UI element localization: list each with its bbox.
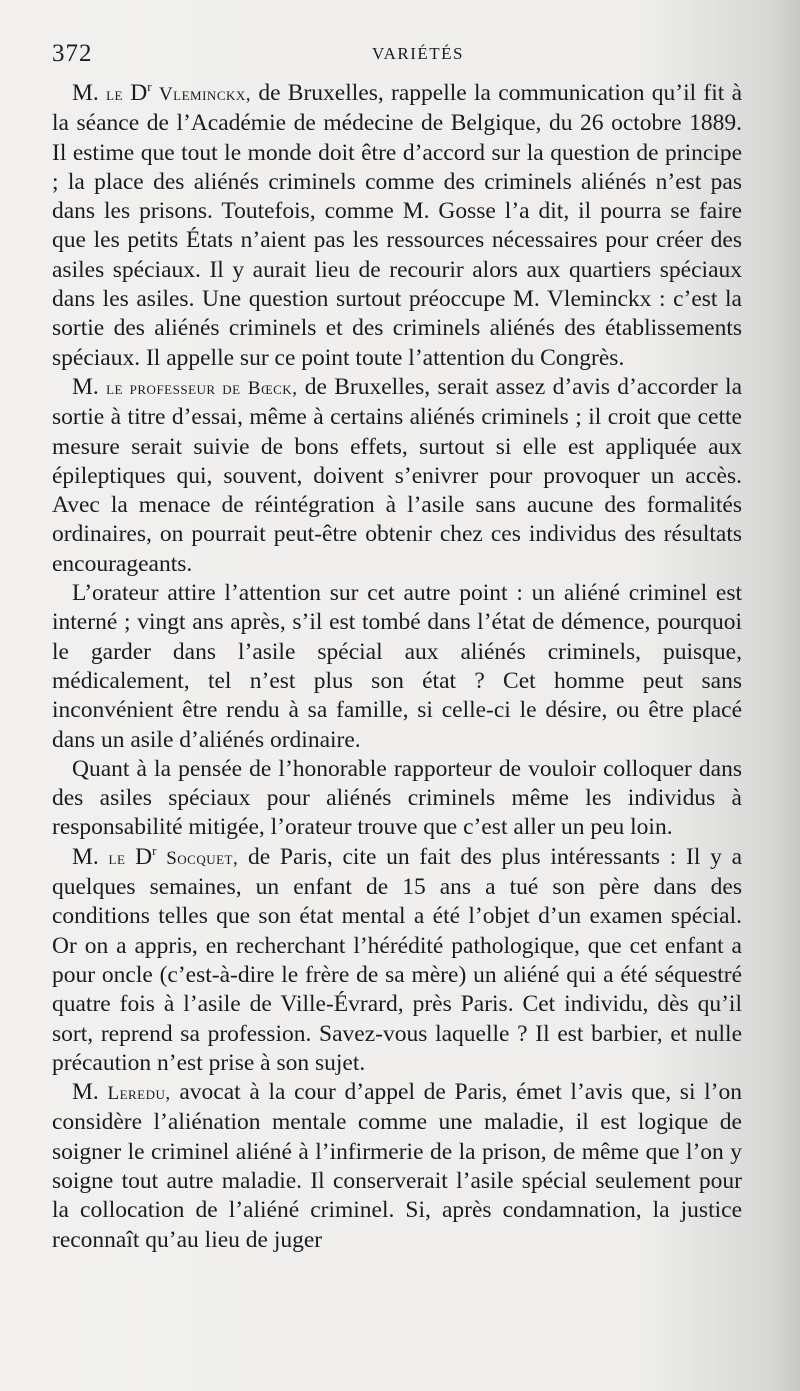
paragraph-text: de Bruxelles, rappelle la communication qu’il fit à la séance de l’Académie de médecine de Belgique, du 26 octobre 1889. Il estime que tout le monde doit être d’accord sur la question de principe ; la place des aliénés criminels comme des criminels aliénés n’est pas dans les prisons. Toutefois, comme M. Gosse l’a dit, il pourra se faire que les petits États n’aient pas les ressources nécessaires pour créer des asiles spéciaux. Il y aurait lieu de recourir alors aux quartiers spéciaux dans les asiles. Une question surtout préoccupe M. Vleminckx : c’est la sortie des aliénés criminels et des criminels aliénés des établissements spéciaux. Il appelle sur ce point toute l’attention du Congrès.	[52, 80, 743, 371]
speaker-name: Leredu,	[107, 1083, 171, 1105]
paragraph-socquet	[52, 843, 742, 1078]
paragraph-text: Quant à la pensée de l’honorable rapporteur de vouloir colloquer dans des asiles spéciaux pour aliénés criminels même les individus à responsabilité mitigée, l’orateur trouve que c’est aller un peu loin.	[52, 755, 742, 841]
speaker-title: le	[108, 847, 126, 869]
paragraph-rapporteur	[52, 755, 742, 843]
paragraph-leredu	[52, 1078, 742, 1255]
speaker-prefix: M.	[72, 373, 99, 400]
doctor-abbrev-sup: r	[147, 79, 152, 95]
paragraph-text: avocat à la cour d’appel de Paris, émet l’avis que, si l’on considère l’aliénation mentale comme une maladie, il est logique de soigner le criminel aliéné à l’infirmerie de la prison, de même que l’on y soigne tout autre maladie. Il conserverait l’asile spécial seulement pour la collocation de l’aliéné criminel. Si, après condamnation, la justice reconnaît qu’au lieu de juger	[52, 1079, 743, 1253]
paragraph-vleminckx	[52, 79, 742, 373]
paragraph-text: L’orateur attire l’attention sur cet autre point : un aliéné criminel est interné ; vingt ans après, s’il est tombé dans l’état de démence, pourquoi le garder dans l’asile spécial aux aliénés criminels, puisque, médicalement, tel n’est plus son état ? Cet homme peut sans inconvénient être rendu à sa famille, si celle-ci le désire, ou être placé dans un asile d’aliénés ordinaire.	[52, 580, 742, 753]
paragraph-boeck	[52, 373, 742, 579]
page-number: 372	[52, 40, 93, 67]
speaker-prefix: M.	[72, 80, 99, 106]
speaker-title: le professeur de	[106, 377, 241, 399]
paragraph-orateur-point	[52, 579, 742, 755]
speaker-prefix: M.	[72, 1079, 99, 1106]
doctor-abbrev: D	[135, 843, 153, 870]
speaker-name: Vleminckx,	[158, 84, 252, 105]
speaker-title: le	[106, 84, 123, 105]
doctor-abbrev: D	[130, 80, 148, 106]
speaker-name: Socquet,	[166, 847, 239, 869]
body-text	[52, 79, 742, 1255]
doctor-abbrev-sup: r	[152, 842, 157, 858]
running-title: VARIÉTÉS	[372, 44, 464, 63]
speaker-name: Bœck,	[247, 377, 298, 399]
paragraph-text: de Paris, cite un fait des plus intéressants : Il y a quelques semaines, un enfant de 15 ans a tué son père dans des conditions telles que son état mental a été l’objet d’un examen spécial. Or on a appris, en recherchant l’hérédité pathologique, que cet enfant a pour oncle (c’est-à-dire le frère de sa mère) un aliéné qui a été séquestré quatre fois à l’asile de Ville-Évrard, près Paris. Cet individu, dès qu’il sort, reprend sa profession. Savez-vous laquelle ? Il est barbier, et nulle précaution n’est prise à son sujet.	[52, 843, 743, 1076]
page-header	[52, 40, 742, 72]
paragraph-text: de Bruxelles, serait assez d’avis d’accorder la sortie à titre d’essai, même à certains aliénés criminels ; il croit que cette mesure serait suivie de bons effets, surtout si elle est appliquée aux épileptiques qui, souvent, doivent s’enivrer pour provoquer un accès. Avec la menace de réintégration à l’asile sans aucune des formalités ordinaires, on pourrait peut-être obtenir chez ces individus des résultats encourageants.	[52, 373, 743, 577]
speaker-prefix: M.	[72, 843, 99, 870]
